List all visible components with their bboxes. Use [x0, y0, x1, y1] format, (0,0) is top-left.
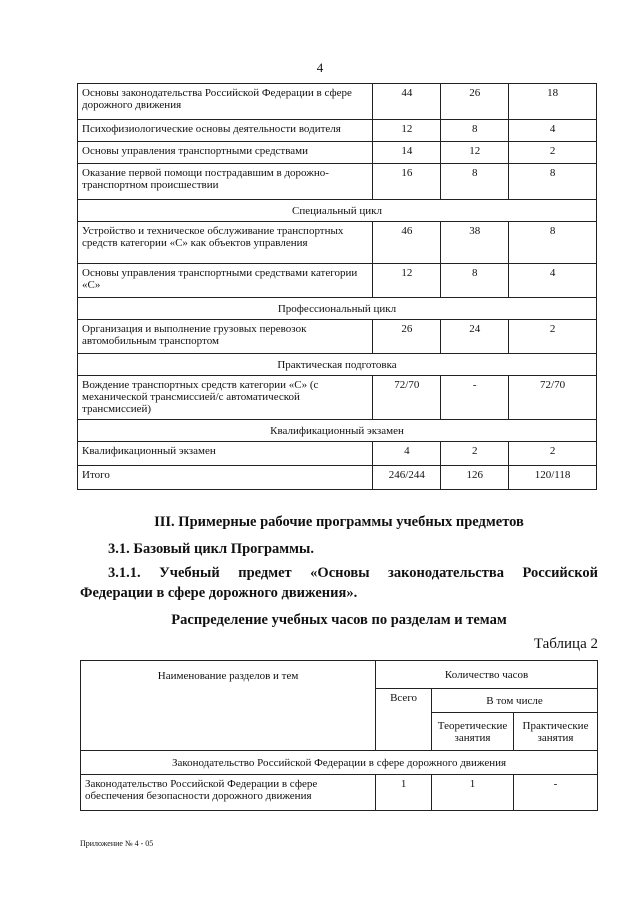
section-row — [78, 354, 597, 376]
subject-total: 46 — [373, 222, 441, 264]
header-total: Всего — [376, 689, 432, 751]
table-row — [81, 775, 598, 811]
page-number: 4 — [316, 60, 324, 75]
subject-name: Основы управления транспортными средствами — [78, 142, 373, 164]
subject-name: Основы законодательства Российской Федерации в сфере дорожного движения — [78, 84, 373, 120]
distribution-heading: Распределение учебных часов по разделам и темам — [171, 612, 507, 628]
subject-theory: 12 — [441, 142, 509, 164]
subject-theory: 8 — [441, 164, 509, 200]
header-including: В том числе — [432, 689, 598, 713]
subject-practice: 2 — [509, 142, 597, 164]
topic-name: Законодательство Российской Федерации в сфере обеспечения безопасности дорожного движения — [81, 775, 376, 811]
section-row — [78, 298, 597, 320]
header-topics: Наименование разделов и тем — [81, 661, 376, 751]
topic-practice: - — [514, 775, 598, 811]
footer-note: Приложение № 4 - 05 — [80, 839, 154, 848]
table-row — [78, 164, 597, 200]
subject-practice: 8 — [509, 222, 597, 264]
section-title: Законодательство Российской Федерации в сфере дорожного движения — [81, 751, 598, 775]
curriculum-table — [77, 83, 597, 490]
section-title: Профессиональный цикл — [78, 298, 597, 320]
subject-theory: 8 — [441, 120, 509, 142]
subject-practice: 120/118 — [509, 466, 597, 490]
table-row — [78, 142, 597, 164]
section-heading: III. Примерные рабочие программы учебных предметов — [154, 514, 524, 530]
table-caption: Таблица 2 — [533, 636, 598, 652]
subject-theory: 126 — [441, 466, 509, 490]
table-row — [78, 264, 597, 298]
hours-distribution-table — [80, 660, 598, 811]
subject-practice: 8 — [509, 164, 597, 200]
section-row — [78, 200, 597, 222]
section-title: Специальный цикл — [78, 200, 597, 222]
subject-total: 12 — [373, 264, 441, 298]
header-row — [81, 661, 598, 689]
subject-total: 4 — [373, 442, 441, 466]
subject-theory: 26 — [441, 84, 509, 120]
topic-total: 1 — [376, 775, 432, 811]
topic-theory: 1 — [432, 775, 514, 811]
section-title: Квалификационный экзамен — [78, 420, 597, 442]
subject-total: 12 — [373, 120, 441, 142]
subject-total: 26 — [373, 320, 441, 354]
section-title: Практическая подготовка — [78, 354, 597, 376]
curriculum-table-body — [78, 84, 597, 490]
table-row — [78, 84, 597, 120]
section-row — [78, 420, 597, 442]
subsection-heading: 3.1. Базовый цикл Программы. — [108, 541, 314, 557]
subject-name: Устройство и техническое обслуживание транспортных средств категории «С» как объектов управления — [78, 222, 373, 264]
subject-name: Основы управления транспортными средствами категории «С» — [78, 264, 373, 298]
subject-name: Квалификационный экзамен — [78, 442, 373, 466]
subject-theory: - — [441, 376, 509, 420]
subject-practice: 18 — [509, 84, 597, 120]
subject-heading: 3.1.1. Учебный предмет «Основы законодательства Российской Федерации в сфере дорожного движения». — [80, 565, 598, 601]
table-row — [78, 442, 597, 466]
header-theory: Теоретические занятия — [432, 713, 514, 751]
table-row — [78, 466, 597, 490]
subject-total: 16 — [373, 164, 441, 200]
subject-practice: 72/70 — [509, 376, 597, 420]
subject-practice: 2 — [509, 320, 597, 354]
subject-practice: 2 — [509, 442, 597, 466]
table-row — [78, 120, 597, 142]
header-practice: Практические занятия — [514, 713, 598, 751]
subject-theory: 24 — [441, 320, 509, 354]
subject-practice: 4 — [509, 120, 597, 142]
header-hours: Количество часов — [376, 661, 598, 689]
subject-name: Организация и выполнение грузовых перевозок автомобильным транспортом — [78, 320, 373, 354]
subject-name: Итого — [78, 466, 373, 490]
subject-total: 72/70 — [373, 376, 441, 420]
subject-name: Вождение транспортных средств категории «С» (с механической трансмиссией/с автоматической трансмиссией) — [78, 376, 373, 420]
subject-total: 44 — [373, 84, 441, 120]
subject-theory: 2 — [441, 442, 509, 466]
table-row — [78, 320, 597, 354]
section-row — [81, 751, 598, 775]
subject-name: Психофизиологические основы деятельности водителя — [78, 120, 373, 142]
subject-name: Оказание первой помощи пострадавшим в дорожно-транспортном происшествии — [78, 164, 373, 200]
subject-theory: 38 — [441, 222, 509, 264]
table-row — [78, 222, 597, 264]
subject-practice: 4 — [509, 264, 597, 298]
subject-total: 14 — [373, 142, 441, 164]
table-row — [78, 376, 597, 420]
subject-theory: 8 — [441, 264, 509, 298]
subject-total: 246/244 — [373, 466, 441, 490]
